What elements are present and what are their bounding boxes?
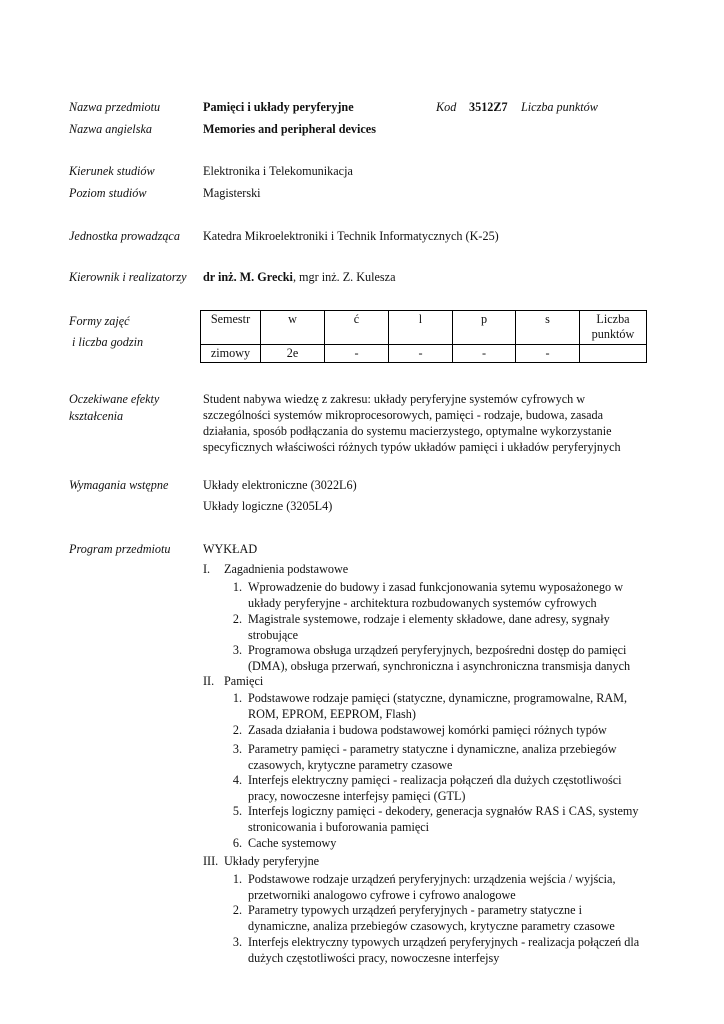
kod-label: Kod	[436, 100, 457, 114]
list-item	[248, 722, 642, 738]
nazwa-przedmiotu-label: Nazwa przedmiotu	[69, 100, 161, 114]
item-line: Interfejs logiczny pamięci - dekodery, generacja sygnałów RAS i CAS, systemy	[248, 804, 639, 818]
efekty-line: szczególności systemów mikroprocesorowych, pamięci - rodzaje, budowa, zasada	[203, 408, 604, 422]
efekty-line: specyficznych właściwości różnych typów układów pamięci i układów peryferyjnych	[203, 440, 621, 454]
kierownik-label: Kierownik i realizatorzy	[69, 270, 187, 284]
kierunek-label: Kierunek studiów	[69, 164, 155, 178]
efekty-line: Student nabywa wiedzę z zakresu: układy peryferyjne systemów cyfrowych w	[203, 392, 586, 406]
nazwa-angielska-label: Nazwa angielska	[69, 122, 152, 136]
jednostka-label: Jednostka prowadząca	[69, 229, 180, 243]
item-line: ROM, EPROM, EEPROM, Flash)	[248, 707, 416, 721]
item-line: Zasada działania i budowa podstawowej komórki pamięci różnych typów	[248, 723, 607, 737]
formy-label-2: i liczba godzin	[72, 335, 144, 349]
item-line: Wprowadzenie do budowy i zasad funkcjonowania sytemu wyposażonego w	[248, 580, 623, 594]
item-line: strobujące	[248, 628, 299, 642]
efekty-text	[203, 391, 643, 455]
section-number: I.	[203, 562, 211, 576]
header-liczba-punktow: Liczba punktów	[580, 311, 647, 345]
item-number: 3.	[232, 643, 242, 657]
item-number: 5.	[232, 804, 242, 818]
item-number: 1.	[232, 691, 242, 705]
cell-semestr: zimowy	[201, 345, 261, 363]
section-title: Układy peryferyjne	[224, 854, 320, 868]
program-label: Program przedmiotu	[69, 542, 171, 556]
list-item	[248, 741, 642, 773]
cell-s: -	[516, 345, 580, 363]
list-item	[248, 871, 642, 903]
header-w: w	[261, 311, 325, 345]
kierownik-name: dr inż. M. Grecki	[203, 270, 293, 284]
item-number: 4.	[232, 773, 242, 787]
list-item	[248, 934, 642, 966]
kod-value: 3512Z7	[469, 100, 508, 114]
item-line: Parametry typowych urządzeń peryferyjnych - parametry statyczne i	[248, 903, 582, 917]
program-title: WYKŁAD	[203, 542, 258, 556]
item-line: Interfejs elektryczny pamięci - realizacja połączeń dla dużych częstotliwości	[248, 773, 622, 787]
item-number: 1.	[232, 580, 242, 594]
item-line: stronicowania i buforowania pamięci	[248, 820, 430, 834]
item-line: Podstawowe rodzaje urządzeń peryferyjnych: urządzenia wejścia / wyjścia,	[248, 872, 616, 886]
header-c: ć	[325, 311, 389, 345]
item-line: Interfejs elektryczny typowych urządzeń peryferyjnych - realizacja połączeń dla	[248, 935, 640, 949]
kierunek-value: Elektronika i Telekomunikacja	[203, 164, 353, 178]
formy-data-row	[201, 345, 647, 363]
formy-label-1: Formy zajęć	[69, 314, 130, 328]
section-number: III.	[203, 854, 219, 868]
efekty-label-2: kształcenia	[69, 409, 124, 423]
nazwa-przedmiotu: Pamięci i układy peryferyjne	[203, 100, 354, 114]
section-title: Zagadnienia podstawowe	[224, 562, 349, 576]
item-line: układy peryferyjne - architektura rozbudowanych systemów cyfrowych	[248, 596, 597, 610]
item-number: 3.	[232, 935, 242, 949]
item-line: Cache systemowy	[248, 836, 337, 850]
item-number: 2.	[232, 612, 242, 626]
section-number: II.	[203, 674, 215, 688]
list-item	[248, 690, 642, 722]
cell-c: -	[325, 345, 389, 363]
item-number: 6.	[232, 836, 242, 850]
poziom-value: Magisterski	[203, 186, 261, 200]
item-line: dużych częstotliwości pracy, nowoczesne interfejsy	[248, 951, 500, 965]
item-line: przetworniki analogowo cyfrowe i cyfrowo analogowe	[248, 888, 516, 902]
item-line: Programowa obsługa urządzeń peryferyjnych, bezpośredni dostęp do pamięci	[248, 643, 627, 657]
header-p: p	[453, 311, 516, 345]
list-item	[248, 902, 642, 934]
wymagania-label: Wymagania wstępne	[69, 478, 169, 492]
section-title: Pamięci	[224, 674, 264, 688]
item-line: pracy, nowoczesne interfejsy pamięci (GTL)	[248, 789, 466, 803]
cell-l: -	[389, 345, 453, 363]
header-s: s	[516, 311, 580, 345]
nazwa-angielska: Memories and peripheral devices	[203, 122, 376, 136]
wymaganie-1: Układy elektroniczne (3022L6)	[203, 478, 357, 492]
cell-p: -	[453, 345, 516, 363]
wymaganie-2: Układy logiczne (3205L4)	[203, 499, 333, 513]
realizatorzy-names: , mgr inż. Z. Kulesza	[292, 270, 396, 284]
list-item	[248, 579, 642, 611]
item-line: czasowych, krytyczne parametry czasowe	[248, 758, 453, 772]
cell-w: 2e	[261, 345, 325, 363]
item-line: Podstawowe rodzaje pamięci (statyczne, dynamiczne, programowalne, RAM,	[248, 691, 628, 705]
kierownik-value	[203, 269, 395, 285]
poziom-label: Poziom studiów	[69, 186, 147, 200]
list-item	[248, 642, 642, 674]
list-item	[248, 835, 642, 851]
list-item	[248, 803, 642, 835]
efekty-label-1: Oczekiwane efekty	[69, 392, 160, 406]
efekty-line: działania, sposób podłączania do systemu macierzystego, optymalne wykorzystanie	[203, 424, 612, 438]
item-line: Magistrale systemowe, rodzaje i elementy składowe, dane adresy, sygnały	[248, 612, 610, 626]
item-number: 3.	[232, 742, 242, 756]
item-number: 2.	[232, 723, 242, 737]
item-line: Parametry pamięci - parametry statyczne i dynamiczne, analiza przebiegów	[248, 742, 617, 756]
formy-header-row	[201, 311, 647, 345]
item-line: dynamiczne, analiza przebiegów czasowych, krytyczne parametry czasowe	[248, 919, 615, 933]
header-semestr: Semestr	[201, 311, 261, 345]
list-item	[248, 611, 642, 643]
formy-table	[200, 310, 647, 363]
item-number: 2.	[232, 903, 242, 917]
liczba-punktow-label: Liczba punktów	[521, 100, 598, 114]
header-l: l	[389, 311, 453, 345]
item-line: (DMA), obsługa przerwań, synchroniczna i asynchroniczna transmisja danych	[248, 659, 631, 673]
item-number: 1.	[232, 872, 242, 886]
cell-liczba-punktow	[580, 345, 647, 363]
jednostka-value: Katedra Mikroelektroniki i Technik Informatycznych (K-25)	[203, 229, 499, 243]
list-item	[248, 772, 642, 804]
